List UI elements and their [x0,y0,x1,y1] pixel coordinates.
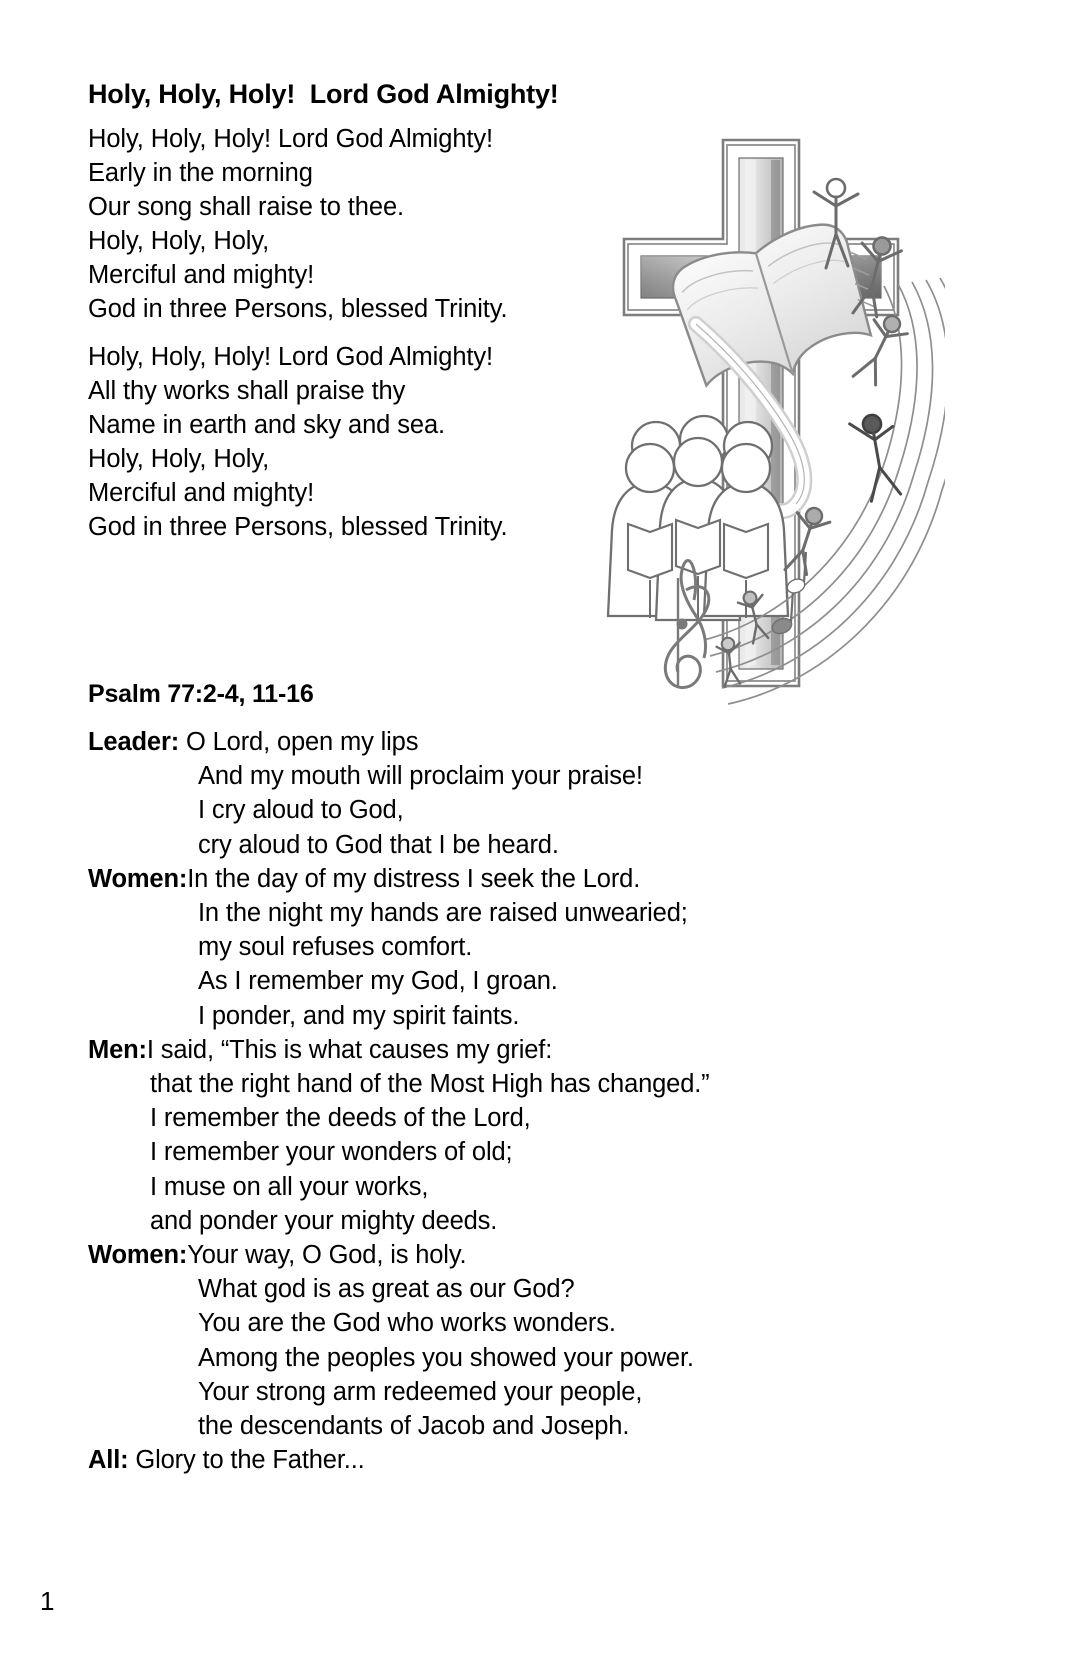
speaker-label: All: [88,1446,129,1475]
hymn-line: Our song shall raise to thee. [88,192,405,221]
cross-choir-music-clipart [600,128,945,708]
hymn-stanza [88,122,628,326]
psalm-verse-women-1 [88,862,1018,1033]
psalm-line: cry aloud to God that I be heard. [198,830,559,859]
psalm-line: I remember your wonders of old; [150,1138,513,1167]
psalm-line: Among the peoples you showed your power. [198,1343,694,1372]
psalm-verse-men [88,1033,1018,1238]
psalm-section [88,680,1018,1477]
hymn-line: All thy works shall praise thy [88,376,406,405]
psalm-line: In the night my hands are raised unwearied; [198,899,688,928]
speaker-label: Leader: [88,728,180,756]
choir-group [608,416,788,622]
psalm-line: As I remember my God, I groan. [198,967,558,996]
speaker-label: Women: [88,1241,188,1270]
psalm-verse-first-line [88,1238,1018,1272]
psalm-line: I said, “This is what causes my grief: [146,1035,553,1064]
hymn-line: Holy, Holy, Holy, [88,444,270,473]
psalm-line: What god is as great as our God? [198,1275,575,1304]
psalm-line: I ponder, and my spirit faints. [198,1001,520,1030]
hymn-line: Holy, Holy, Holy! Lord God Almighty! [88,124,494,153]
psalm-line: You are the God who works wonders. [198,1309,616,1338]
psalm-line: I muse on all your works, [150,1172,429,1201]
psalm-verse-all [88,1443,1018,1477]
psalm-line: I cry aloud to God, [198,796,404,825]
hymn-line: God in three Persons, blessed Trinity. [88,512,508,541]
psalm-line: that the right hand of the Most High has changed.” [150,1070,710,1099]
psalm-line: Glory to the Father... [128,1446,365,1475]
psalm-line: Your way, O God, is holy. [187,1241,467,1270]
psalm-line: And my mouth will proclaim your praise! [198,762,643,791]
psalm-line: In the day of my distress I seek the Lord. [187,864,641,893]
psalm-verse-leader [88,725,1018,862]
hymn-title: Holy, Holy, Holy! Lord God Almighty! [88,79,559,109]
hymn-stanza [88,340,628,544]
hymn-line: Merciful and mighty! [88,478,315,507]
hymn-line: Merciful and mighty! [88,260,315,289]
psalm-verse-first-line [88,1033,1018,1067]
psalm-line: my soul refuses comfort. [198,933,473,962]
speaker-label: Women: [88,864,188,893]
hymn-line: Holy, Holy, Holy! Lord God Almighty! [88,342,494,371]
psalm-verse-women-2 [88,1238,1018,1443]
psalm-line: I remember the deeds of the Lord, [150,1104,531,1133]
hymn-line: God in three Persons, blessed Trinity. [88,294,508,323]
psalm-verse-first-line [88,862,1018,896]
psalm-title: Psalm 77:2-4, 11-16 [88,680,314,708]
hymn-line: Early in the morning [88,158,313,187]
hymn-line: Name in earth and sky and sea. [88,410,446,439]
psalm-line: Your strong arm redeemed your people, [198,1377,643,1406]
page-number: 1 [40,1586,55,1616]
psalm-line: O Lord, open my lips [179,728,419,756]
hymn-line: Holy, Holy, Holy, [88,226,270,255]
psalm-verse-first-line [88,725,1018,759]
hymn-section [88,78,628,558]
psalm-line: the descendants of Jacob and Joseph. [198,1412,630,1441]
psalm-line: and ponder your mighty deeds. [150,1206,498,1235]
psalm-verse-first-line [88,1443,1018,1477]
speaker-label: Men: [88,1035,147,1064]
